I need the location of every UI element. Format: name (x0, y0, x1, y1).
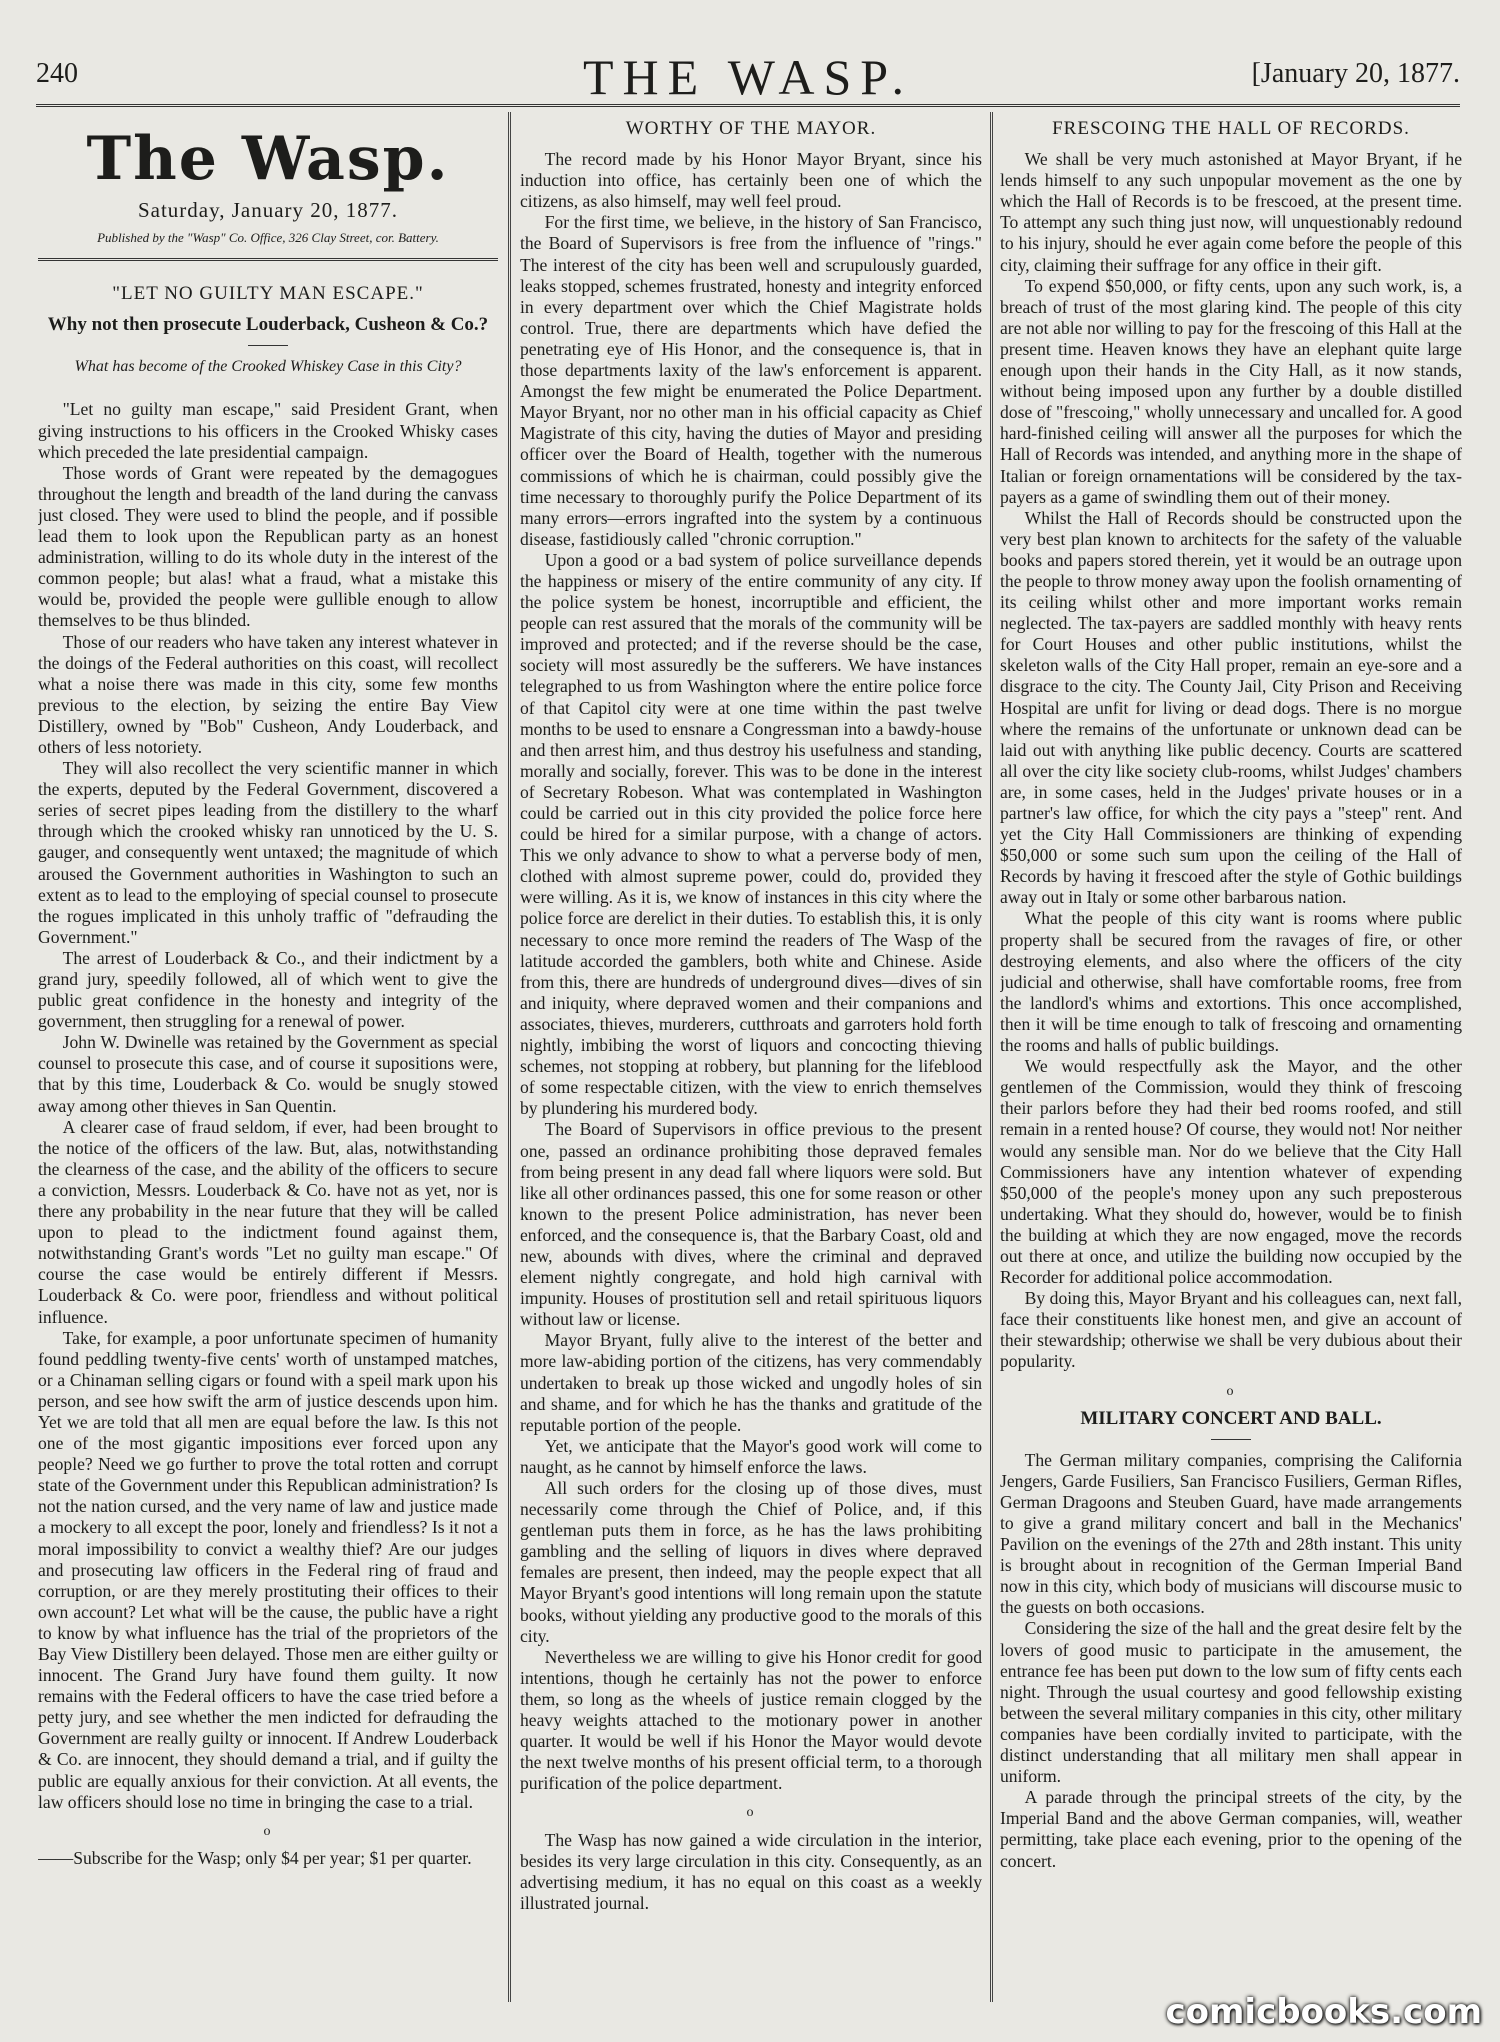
column-divider (508, 112, 511, 2002)
column-divider (990, 112, 993, 2002)
divider (1211, 1439, 1251, 1440)
subscribe-notice: ——Subscribe for the Wasp; only $4 per year; $1 per quarter. (38, 1847, 472, 1868)
paragraph: Those of our readers who have taken any interest whatever in the doings of the Federal authorities on this coast, will recollect what a noise there was made in this city, some few months previous to the election, by seizing the entire Bay View Distillery, owned by "Bob" Cusheon, Andy Louderback, and others of less notoriety. (38, 631, 498, 757)
paragraph: A clearer case of fraud seldom, if ever, had been brought to the notice of the officers of the law. But, alas, notwithstanding the clearness of the case, and the ability of the officers to secure a conviction, Messrs. Louderback & Co. have not as yet, nor is there any probability in the near future that they will be called upon to plead to the indictment found against them, notwithstanding Grant's words "Let no guilty man escape." Of course the case would be entirely different if Messrs. Louderback & Co. were poor, friendless and without political influence. (38, 1116, 498, 1327)
article-title: WORTHY OF THE MAYOR. (625, 118, 877, 139)
editorial-date: Saturday, January 20, 1877. (137, 198, 399, 222)
publisher-line: Published by the "Wasp" Co. Office, 326 Clay Street, cor. Battery. (97, 230, 439, 246)
paragraph: A parade through the principal streets of the city, by the Imperial Band and the above German companies, will, weather permitting, take place each evening, prior to the opening of the concert. (1000, 1787, 1462, 1871)
paragraph: Considering the size of the hall and the great desire felt by the lovers of good music to participate in the amusement, the entrance fee has been put down to the low sum of fifty cents each night. Through the usual courtesy and good fellowship existing between the several military companies in this city, other military companies have been cordially invited to participate, with the distinct understanding that all military men shall appear in uniform. (1000, 1618, 1462, 1787)
paragraph: They will also recollect the very scientific manner in which the experts, deputed by the Federal Government, discovered a series of secret pipes leading from the distillery to the wharf through which the crooked whisky ran unnoticed by the U. S. gauger, and consequently went untaxed; the magnitude of which aroused the Government authorities in Washington to such an extent as to lead to the employing of special counsel to prosecute the rogues implicated in this unholy traffic of "defrauding the Government." (38, 758, 498, 947)
masthead: THE WASP. (582, 49, 914, 105)
page-header (36, 48, 1460, 105)
rule (38, 258, 498, 261)
paragraph: For the first time, we believe, in the history of San Francisco, the Board of Supervisors is free from the influence of "rings." The interest of the city has been well and scrupulously guarded, leaks stopped, schemes frustrated, honesty and integrity enforced in every department over which the Chief Magistrate holds control. True, there are departments which have defied the penetrating eye of His Honor, and the consequence is, that in those departments laxity of the law's enforcement is apparent. Amongst the few might be enumerated the Police Department. Mayor Bryant, nor no other man in his official capacity as Chief Magistrate of this city, having the duties of Mayor and presiding officer over the Board of Health, together with the numerous commissions of which he is chairman, could possibly give the time necessary to thoroughly purify the Police Department of its many errors—errors ingrafted into the system by a continuous disease, fastidiously called "chronic corruption." (520, 212, 982, 549)
paragraph: The arrest of Louderback & Co., and their indictment by a grand jury, speedily followed, all of which went to give the public great confidence in the honesty and integrity of the government, then struggling for a renewal of power. (38, 947, 498, 1032)
paragraph: The Board of Supervisors in office previous to the present one, passed an ordinance prohibiting those depraved females from being present in any dead fall where liquors were sold. But like all other ordinances passed, this one for some reason or other known to the present Police administration, has never been enforced, and the consequence is, that the Barbary Coast, old and new, abounds with dives, where the criminal and depraved element nightly congregate, and hold high carnival with impunity. Houses of prostitution sell and retail spirituous liquors without law or license. (520, 1119, 982, 1330)
paragraph: Yet, we anticipate that the Mayor's good work will come to naught, as he cannot by himself enforce the laws. (520, 1435, 982, 1477)
column-1 (38, 118, 498, 1998)
paragraph: The record made by his Honor Mayor Bryant, since his induction into office, has certainly been one of which the citizens, as also himself, may well feel proud. (520, 149, 982, 212)
paragraph: "Let no guilty man escape," said President Grant, when giving instructions to his officers in the Crooked Whisky cases which preceded the late presidential campaign. (38, 399, 498, 462)
watermark: comicbooks.com (1165, 1992, 1482, 2032)
paragraph: John W. Dwinelle was retained by the Government as special counsel to prosecute this case, and of course it supositions were, that by this time, Louderback & Co. would be snugly stowed away among other thieves in San Quentin. (38, 1032, 498, 1116)
header-rule (36, 104, 1460, 107)
paragraph: What the people of this city want is rooms where public property shall be secured from the ravages of fire, or other destroying elements, and also where the officers of the city judicial and otherwise, shall have comfortable rooms, free from the landlord's whims and extortions. This once accomplished, then it will be time enough to talk of frescoing and ornamenting the rooms and halls of public buildings. (1000, 908, 1462, 1056)
article-title: FRESCOING THE HALL OF RECORDS. (1052, 118, 1410, 139)
section-separator: o (1226, 1383, 1236, 1399)
paragraph: Nevertheless we are willing to give his Honor credit for good intentions, though he certainly has not the power to enforce them, so long as the wheels of justice remain clogged by the heavy weights attached to the motionary power in another quarter. It would be well if his Honor the Mayor would devote the next twelve months of his present official term, to a thorough purification of the police department. (520, 1646, 982, 1794)
paragraph: The German military companies, comprising the California Jengers, Garde Fusiliers, San Francisco Fusiliers, German Rifles, German Dragoons and Steuben Guard, have made arrangements to give a grand military concert and ball in the Mechanics' Pavilion on the evenings of the 27th and 28th instant. This unity is brought about in recognition of the German Imperial Band now in this city, which body of musicians will discourse music to the guests on both occasions. (1000, 1449, 1462, 1618)
paragraph: All such orders for the closing up of those dives, must necessarily come through the Chief of Police, and, if this gentleman puts them in force, as he has the laws prohibiting gambling and the selling of liquors in dives where depraved females are present, then indeed, may the people expect that all Mayor Bryant's good intentions will long remain upon the statute books, without yielding any productive good to the morals of this city. (520, 1478, 982, 1646)
paragraph: Mayor Bryant, fully alive to the interest of the better and more law-abiding portion of the citizens, has very commendably undertaken to break up those wicked and ungodly holes of sin and shame, and for which he has the thanks and gratitude of the reputable portion of the people. (520, 1330, 982, 1435)
article-title: "LET NO GUILTY MAN ESCAPE." (112, 283, 424, 305)
editorial-title: The Wasp. (86, 124, 450, 194)
divider (248, 345, 288, 346)
article-title: MILITARY CONCERT AND BALL. (1080, 1407, 1382, 1429)
page-number: 240 (36, 58, 78, 89)
paragraph: We shall be very much astonished at Mayor Bryant, if he lends himself to any such unpopular movement as the one by which the Hall of Records is to be frescoed, at the present time. To attempt any such thing just now, will unquestionably redound to his injury, should he ever again come before the people of this city, claiming their suffrage for any office in their gift. (1000, 149, 1462, 275)
paragraph: Those words of Grant were repeated by the demagogues throughout the length and breadth of the land during the canvass just closed. They were used to blind the people, and if possible lead them to look upon the Republican party as an honest administration, willing to do its whole duty in the interest of the common people; but alas! what a fraud, what a mistake this would be, provided the people were gullible enough to allow themselves to be thus blinded. (38, 462, 498, 631)
column-3 (1000, 118, 1462, 1998)
article-subtitle: Why not then prosecute Louderback, Cusheon & Co.? (47, 314, 489, 336)
paragraph: We would respectfully ask the Mayor, and the other gentlemen of the Commission, would they think of frescoing their parlors before they had their bed rooms roofed, and still remain in a rented house? Of course, they would not! Nor neither would any sensible man. Nor do we believe that the City Hall Commissioners have any intention whatever of expending $50,000 of the people's money upon any such preposterous undertaking. What they should do, however, would be to finish the building at which they are now engaged, move the records out there at once, and utilize the building now occupied by the Recorder for additional police accommodation. (1000, 1056, 1462, 1288)
section-separator: o (263, 1823, 273, 1839)
column-2 (520, 118, 982, 1998)
paragraph: Take, for example, a poor unfortunate specimen of humanity found peddling twenty-five cents' worth of unstamped matches, or a Chinaman selling cigars or found with a speil mark upon his person, and see how swift the arm of justice descends upon him. Yet we are told that all men are equal before the law. Is this not one of the most gigantic impositions ever forced upon any people? Need we go further to prove the total rotten and corrupt state of the Government under this Republican administration? Is not the nation cursed, and the very name of law and justice made a mockery to all except the poor, lonely and friendless? Is it not a moral impossibility to convict a wealthy thief? Are our judges and prosecuting law officers in the Federal ring of fraud and corruption, or are they merely prostituting their offices to their own account? Let what will be the cause, the public have a right to know by what influence has the trial of the proprietors of the Bay View Distillery been delayed. Those men are either guilty or innocent. The Grand Jury have found them guilty. It now remains with the Federal officers to have the case tried before a petty jury, and see whether the men indicted for defrauding the Government are really guilty or innocent. If Andrew Louderback & Co. are innocent, they should demand a trial, and if guilty the public are equally anxious for their conviction. At all events, the law officers should lose no time in bringing the case to a trial. (38, 1327, 498, 1812)
article-kicker: What has become of the Crooked Whiskey Case in this City? (74, 358, 462, 376)
paragraph: Upon a good or a bad system of police surveillance depends the happiness or misery of the entire community of any city. If the police system be honest, incorruptible and efficient, the people can rest assured that the morals of the community will be improved and protected; and if the reverse should be the case, society will most assuredly be the sufferers. We have instances telegraphed to us from Washington where the entire police force of that Capitol city were at one time within the past twelve months to be used to ensnare a Congressman into a bawdy-house and then arrest him, and thus destroy his usefulness and standing, morally and socially, forever. This was to be done in the interest of Secretary Robeson. What was contemplated in Washington could be carried out in this city provided the police force here could be hired for a similar purpose, with a change of actors. This we only advance to show to what a perverse body of men, clothed with almost supreme power, could do, provided they were willing. As it is, we know of instances in this city where the police force are derelict in their duties. To establish this, it is only necessary to once more remind the readers of The Wasp of the latitude accorded the gamblers, both white and Chinese. Aside from this, there are hundreds of underground dives—dives of sin and iniquity, where depraved women and their companions and associates, thieves, murderers, cutthroats and garroters hold forth nightly, imbibing the worst of liquors and concocting thieving schemes, not stopping at robbery, but planning for the lifeblood of some respectable citizen, with the view to enrich themselves by plundering his murdered body. (520, 549, 982, 1119)
paragraph: Whilst the Hall of Records should be constructed upon the very best plan known to architects for the safety of the valuable books and papers stored therein, yet it would be an outrage upon the people to throw money away upon the foolish ornamenting of its ceiling whilst other and more important works remain neglected. The tax-payers are saddled monthly with heavy rents for Court Houses and other public institutions, whilst the skeleton walls of the City Hall proper, remain an eye-sore and a disgrace to the city. The County Jail, City Prison and Receiving Hospital are unfit for living or dead dogs. There is no morgue where the remains of the unfortunate or unknown dead can be laid out with anything like public decency. Courts are scattered all over the city like society club-rooms, whilst Judges' chambers are, in some cases, held in the Judges' private houses or in a partner's law office, for which the city pays a "steep" rent. And yet the City Hall Commissioners are thinking of expending $50,000 or some such sum upon the ceiling of the Hall of Records by having it frescoed after the style of Gothic buildings away out in Italy or some other barbarous nation. (1000, 507, 1462, 908)
section-separator: o (746, 1805, 756, 1821)
circulation-note: The Wasp has now gained a wide circulation in the interior, besides its very large circulation in this city. Consequently, as an advertising medium, it has no equal on this coast as a weekly illustrated journal. (520, 1829, 982, 1913)
paragraph: To expend $50,000, or fifty cents, upon any such work, is, a breach of trust of the most glaring kind. The people of this city are not able nor willing to pay for the frescoing of this Hall at the present time. Heaven knows they have an elephant quite large enough upon their hands in the City Hall, as it now stands, without being imposed upon any further by a double distilled dose of "frescoing," wholly unnecessary and uncalled for. A good hard-finished ceiling will answer all the purposes for which the Hall of Records was intended, and anything more in the shape of Italian or foreign ornamentations will be considered by the tax-payers as a game of swindling them out of their money. (1000, 275, 1462, 507)
issue-date: [January 20, 1877. (1251, 58, 1460, 89)
paragraph: By doing this, Mayor Bryant and his colleagues can, next fall, face their constituents like honest men, and give an account of their stewardship; otherwise we shall be very dubious about their popularity. (1000, 1288, 1462, 1372)
